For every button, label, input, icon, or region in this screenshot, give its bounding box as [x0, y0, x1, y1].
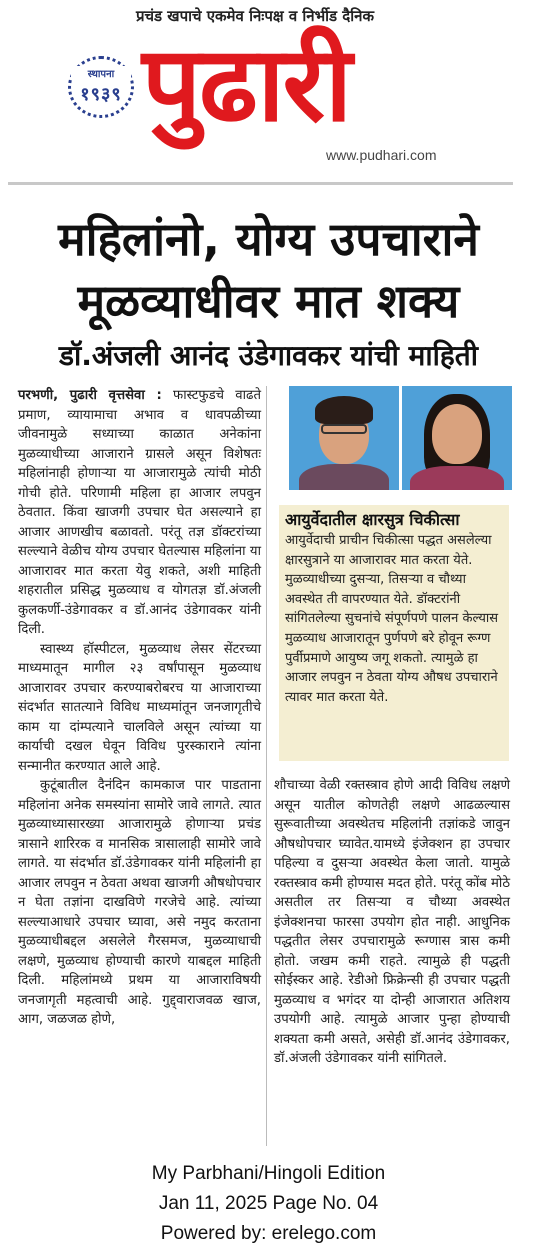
seal-year: १९३९ — [80, 84, 122, 105]
masthead-url[interactable]: www.pudhari.com — [326, 147, 437, 163]
masthead-divider — [8, 182, 513, 185]
paragraph-text: फास्टफुडचे वाढते प्रमाण, व्यायामाचा अभाव व धावपळीच्या जीवनामुळे सध्याच्या काळात अनेकांना मुळव्याधीच्या आजाराने ग्रासले असून विशेषतः महिलांनाही होणाऱ्या या आजारामुळे त्यांची मोठी गोची होते. परिणामी महिला हा आजार लपवुन ठेवतात. किंवा खाजगी उपचार घेत असल्याने हा आजार आणखीच बळावतो. परंतू तज्ञ डॉक्टरांच्या सल्ल्याने वेळीच योग्य उपचार घेतल्यास महिलांना या आजारावर मात करता येवु शकते, अशी माहिती शहरातील प्रसिद्ध मुळव्याध व योगतज्ञ डॉ.अंजली कुलकर्णी-उंडेगावकर व डॉ.आनंद उंडेगावकर यांनी दिली. — [18, 388, 261, 637]
article-paragraph: शौचाच्या वेळी रक्तस्त्राव होणे आदी विविध लक्षणे असून यातील कोणतेही लक्षणे आढळल्यास सुरूवातीच्या अवस्थेतच महिलांनी तज्ञांकडे जावुन औषधोपचार घ्यावेत.यामध्ये इंजेक्शन हा उपचार पहिल्या व दुसऱ्या अवस्थेत केला जातो. यामुळे रक्तस्त्राव कमी होण्यास मदत होते. परंतू कोंब मोठे असतील तर तिसऱ्या व चौथ्या अवस्थेत इंजेक्शनचा फारसा उपयोग होत नाही. आधुनिक पद्धतीत लेसर उपचारामुळे रूग्णास त्रास कमी होतो. जखम कमी राहते. त्यामुळे ही पद्धती सोईस्कर आहे. रेडीओ फ्रिक्रेन्सी ही उपचार पद्धती मुळव्याध व भगंदर या दोन्ही आजारात अतिशय उपयोगी आहे. त्यामुळे आजार पुन्हा होण्याची शक्यता कमी असते, असेही डॉ.आनंद उंडेगावकर, डॉ.अंजली उंडेगावकर यांनी सांगितले. — [274, 778, 510, 1066]
sidebar-body: आयुर्वेदाची प्राचीन चिकीत्सा पद्धत असलेल्या क्षारसुत्राने या आजारावर मात करता येते. मुळव्याधीच्या दुसऱ्या, तिसऱ्या व चौथ्या अवस्थेत ती वापरण्यात येते. डॉक्टरांनी सांगितलेल्या सुचनांचे संपूर्णपणे पालन केल्यास मुळव्याध आजारातून पुर्णपणे बरे होवून रूग्ण पुर्वीप्रमाणे आयुष्य जगू शकतो. त्यामुळे हा आजार लपवुन न ठेवता योग्य औषध उपचाराने त्यावर मात करता येते. — [285, 533, 499, 705]
headline-line-1: महिलांनो, योग्य उपचाराने — [58, 212, 479, 266]
hair-shape — [315, 396, 373, 424]
article-column-1 — [18, 386, 261, 1030]
article-paragraph: स्वास्थ्य हॉस्पीटल, मुळव्याध लेसर सेंटरच्या माध्यमातून मागील २३ वर्षांपासून मुळव्याध आजारावर उपचार करण्याबरोबरच या आजाराच्या संदर्भात सातत्याने विविध माध्यमांतून जनजागृतीचे काम या दांम्पत्याने चालविले असून त्यांच्या या कार्याची दखल घेवून विविध पुरस्काराने त्यांना सन्मानीत करण्यात आले आहे. — [18, 641, 261, 774]
article-paragraph — [18, 386, 261, 640]
masthead — [0, 0, 537, 182]
establishment-seal — [68, 56, 134, 118]
date-page-label: Jan 11, 2025 Page No. 04 — [158, 1193, 379, 1214]
edition-label: My Parbhani/Hingoli Edition — [151, 1163, 386, 1184]
seal-label: स्थापना — [71, 66, 131, 80]
headline-line-2: मूळव्याधीवर मात शक्य — [77, 274, 460, 328]
sidebar-box — [279, 505, 509, 761]
glasses-shape — [321, 424, 367, 434]
column-divider — [266, 386, 267, 1146]
doctor-photo-male — [289, 386, 399, 490]
powered-by-label[interactable]: Powered by: erelego.com — [160, 1223, 377, 1244]
byline: डॉ.अंजली आनंद उंडेगावकर यांची माहिती — [58, 339, 478, 372]
newspaper-logo: पुढारी — [142, 23, 351, 145]
article-column-2 — [274, 776, 510, 1069]
face-shape — [432, 404, 482, 464]
sidebar-title: आयुर्वेदातील क्षारसुत्र चिकीत्सा — [285, 510, 460, 529]
doctor-photo-female — [402, 386, 512, 490]
masthead-tagline: प्रचंड खपाचे एकमेव निःपक्ष व निर्भीड दैनिक — [136, 7, 374, 25]
shirt-shape — [299, 464, 389, 490]
dateline: परभणी, पुढारी वृत्तसेवा : — [18, 388, 162, 403]
article-paragraph: कुटूंबातील दैनंदिन कामकाज पार पाडताना महिलांना अनेक समस्यांना सामोरे जावे लागते. त्यात मुळव्याध्यासारख्या आजारामुळे होणाऱ्या प्रचंड त्रासाने शारिरक व मानसिक त्रासालाही सामोरे जावे लागते. या संदर्भात डॉ.उंडेगावकर यांनी महिलांनी हा आजार लपवुन न ठेवता अथवा खाजगी औषधोपचार न घेता तज्ञांना दाखविणे गरजेचे आहे. त्यांच्या सल्ल्याआधारे उपचार घ्यावा, असे नमुद करताना मुळव्याधीबद्दल असलेले गैरसमज, मुळव्याधाची लक्षणे, मुळव्याध होण्याची कारणे याबद्दल माहिती दिली. महिलांमध्ये प्रथम या आजाराविषयी जनजागृती महत्वाची आहे. गुद्द्वाराजवळ खाज, आग, जळजळ होणे, — [18, 778, 261, 1027]
saree-shape — [410, 466, 504, 490]
